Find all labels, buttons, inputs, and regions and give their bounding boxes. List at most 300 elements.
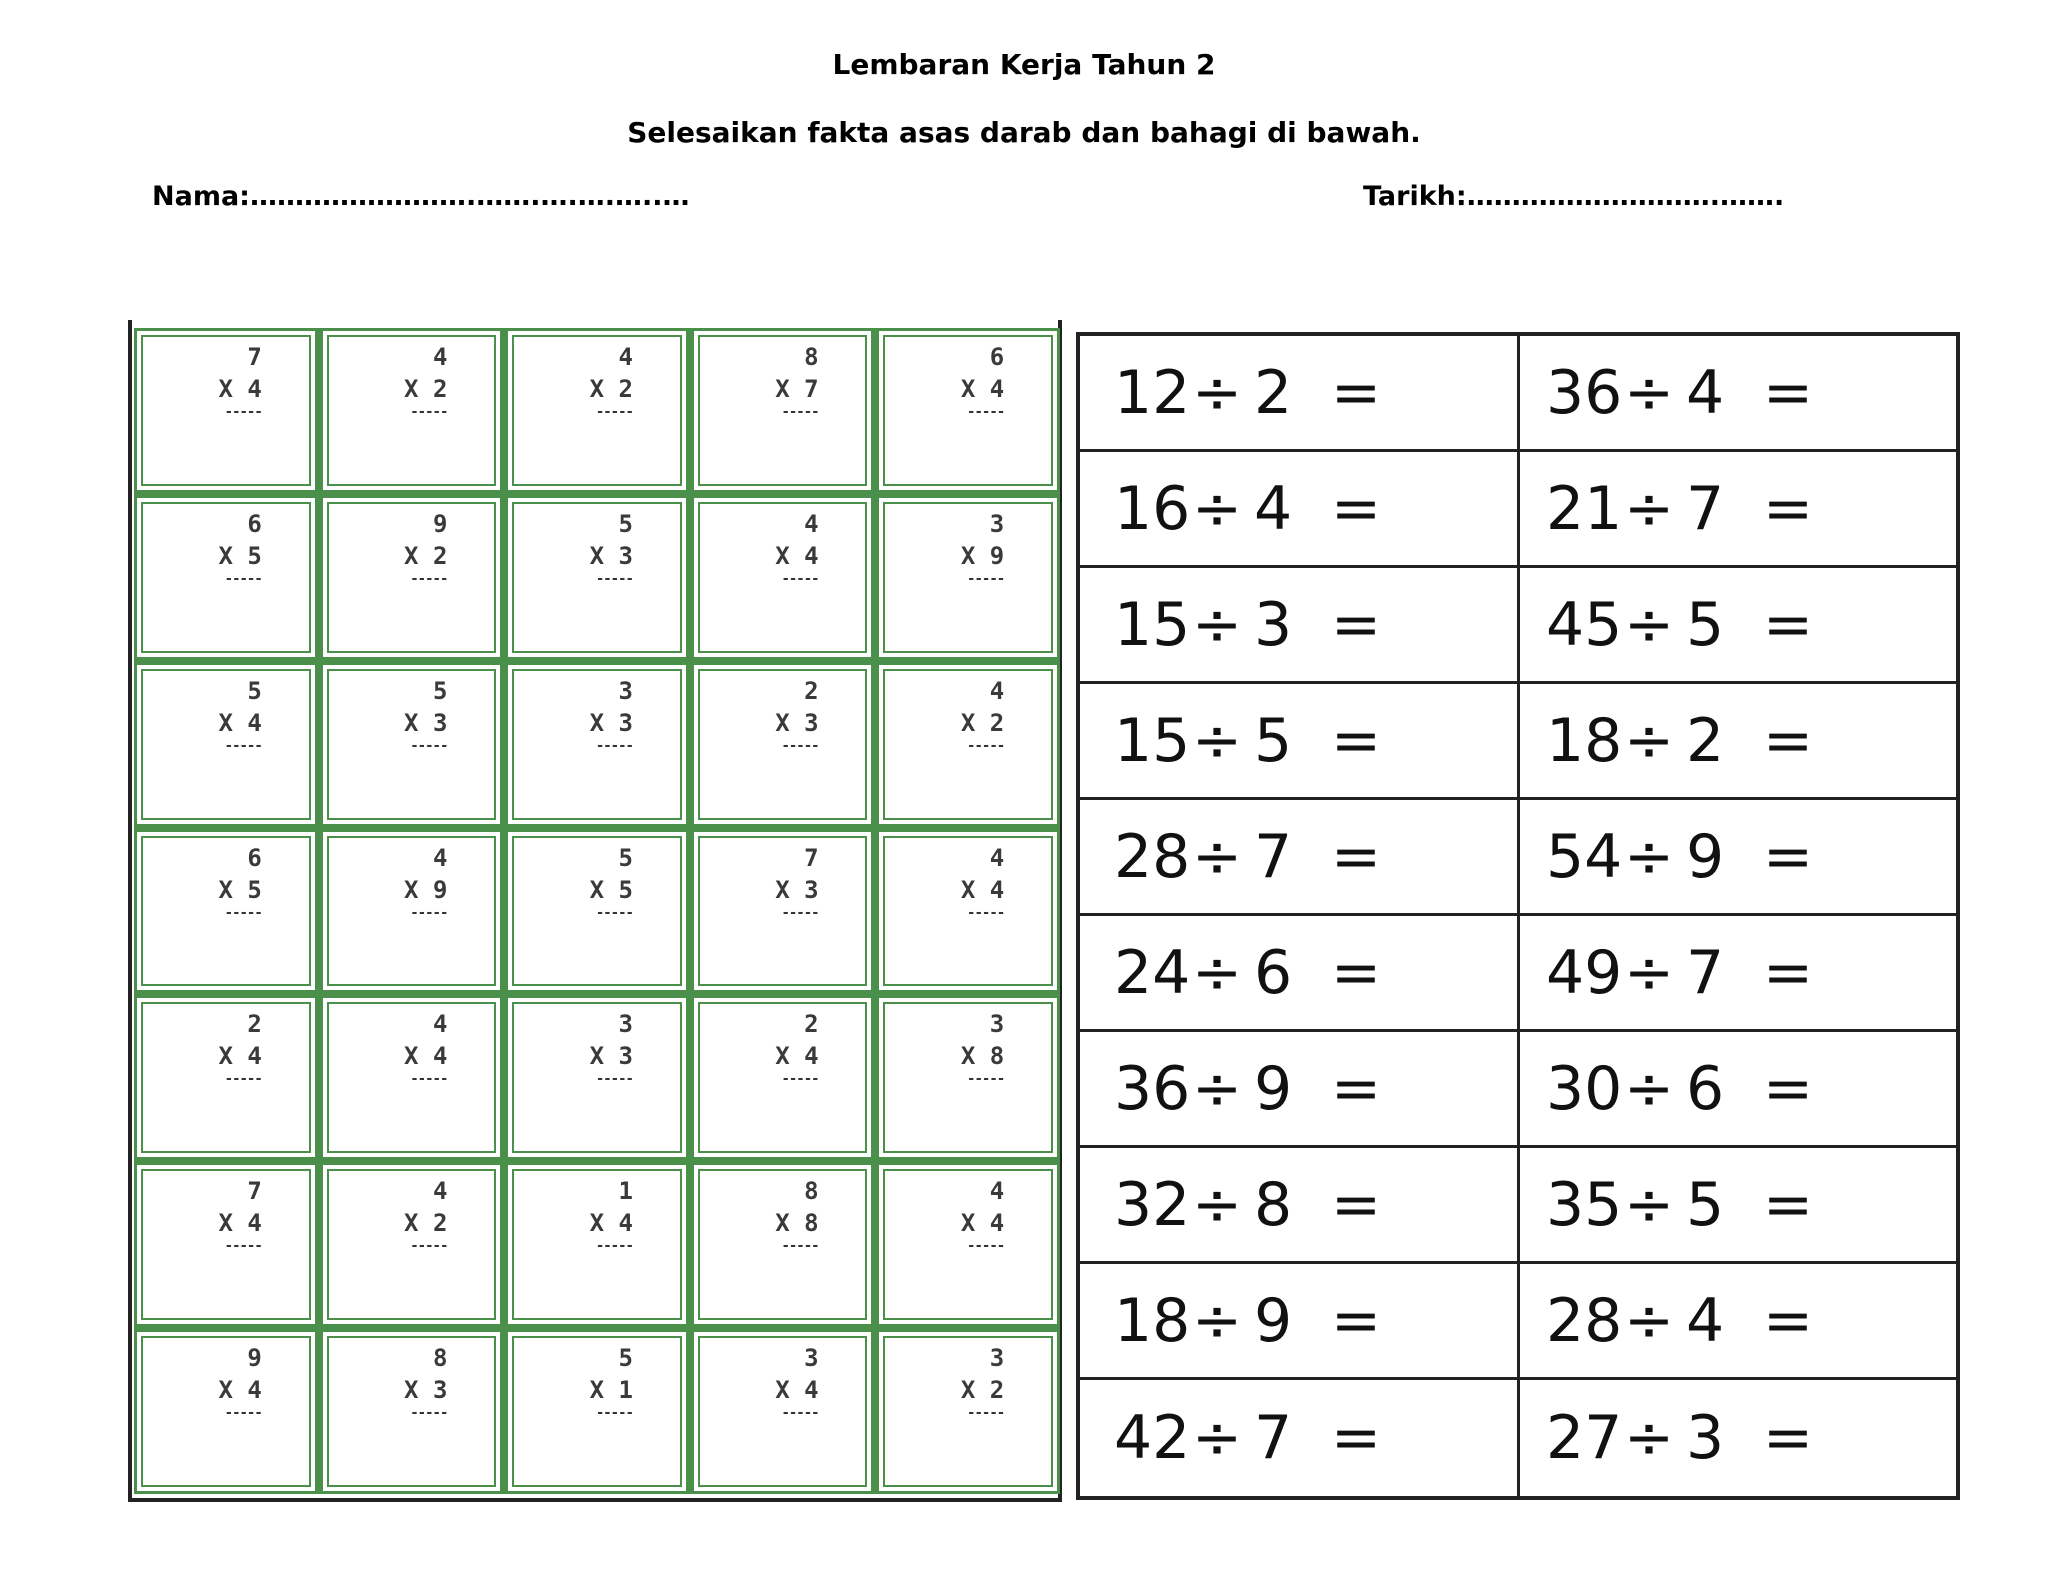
multiplication-cell (320, 995, 504, 1160)
multiply-sign: X (218, 1376, 233, 1405)
division-cell (1520, 452, 1956, 568)
dividend: 28 (1114, 821, 1191, 892)
divide-sign: ÷ (1623, 937, 1675, 1008)
multiplier-row (932, 1374, 1004, 1406)
equals-sign: = (1330, 821, 1382, 892)
division-cell (1080, 1032, 1520, 1148)
division-cell (1520, 916, 1956, 1032)
multiplication-problem (747, 508, 819, 657)
multiplicand: 3 (804, 1344, 819, 1373)
dividend: 18 (1114, 1285, 1191, 1356)
multiplier-row (375, 874, 447, 906)
multiply-sign: X (960, 541, 976, 570)
multiplication-problem (190, 842, 262, 991)
multiplication-problem (561, 1008, 633, 1157)
multiplier-row (561, 540, 633, 572)
multiplication-cell (505, 1162, 689, 1327)
multiplicand: 5 (247, 676, 262, 705)
multiplier-row (561, 707, 633, 739)
multiplication-cell (876, 1162, 1060, 1327)
multiplication-cell (320, 495, 504, 660)
multiplier: 3 (618, 708, 633, 737)
multiplier: 4 (989, 875, 1005, 904)
multiplier-row (375, 1207, 447, 1239)
division-cell (1080, 916, 1520, 1032)
answer-line: ----- (410, 404, 448, 420)
multiply-sign: X (589, 375, 605, 403)
multiplier-row (747, 874, 819, 906)
division-cell (1520, 568, 1956, 684)
multiply-sign: X (404, 541, 419, 570)
answer-line: ----- (967, 404, 1005, 420)
dividend: 21 (1546, 473, 1623, 544)
equals-sign: = (1762, 473, 1814, 544)
multiplier: 4 (804, 1042, 819, 1071)
multiply-sign: X (775, 1376, 790, 1405)
dividend: 16 (1114, 473, 1191, 544)
answer-line: ----- (595, 404, 633, 420)
multiplication-cell (505, 662, 689, 827)
multiplier-row (190, 1207, 262, 1239)
equals-sign: = (1762, 1403, 1814, 1473)
multiply-sign: X (960, 1209, 976, 1238)
answer-line: ----- (781, 904, 819, 921)
multiplicand: 9 (432, 509, 448, 538)
answer-line: ----- (224, 404, 262, 420)
multiplication-problem (561, 675, 633, 824)
multiplication-problem (932, 675, 1004, 824)
multiply-sign: X (960, 875, 976, 904)
multiplier: 4 (247, 708, 262, 737)
multiplication-cell (876, 829, 1060, 994)
multiplication-problem (747, 1175, 819, 1324)
answer-line: ----- (410, 1071, 448, 1088)
answer-line: ----- (595, 904, 633, 921)
multiply-sign: X (775, 1209, 790, 1238)
multiplicand: 4 (618, 343, 633, 371)
multiplicand: 8 (432, 1344, 448, 1373)
multiplicand: 5 (618, 843, 633, 872)
multiplication-problem (190, 675, 262, 824)
multiply-sign: X (218, 1209, 233, 1238)
division-cell (1080, 568, 1520, 684)
divide-sign: ÷ (1623, 705, 1675, 776)
multiplicand: 5 (618, 1344, 633, 1373)
divisor: 5 (1254, 705, 1293, 776)
multiplication-problem (375, 508, 447, 657)
divide-sign: ÷ (1623, 1285, 1675, 1356)
multiply-sign: X (218, 1042, 233, 1071)
multiplier-row (932, 1207, 1004, 1239)
multiply-sign: X (404, 1376, 419, 1405)
divide-sign: ÷ (1191, 821, 1243, 892)
multiplier: 2 (432, 375, 448, 403)
multiplier: 4 (989, 375, 1005, 403)
multiplier-row (190, 707, 262, 739)
multiplication-cell (691, 995, 875, 1160)
dividend: 18 (1546, 705, 1623, 776)
multiplication-problem (747, 1008, 819, 1157)
multiplier: 1 (618, 1376, 633, 1405)
multiply-sign: X (404, 708, 419, 737)
dividend: 42 (1114, 1403, 1191, 1473)
multiplier: 8 (989, 1042, 1005, 1071)
multiplicand: 4 (989, 1177, 1005, 1206)
multiplication-cell (134, 995, 318, 1160)
divide-sign: ÷ (1623, 821, 1675, 892)
dividend: 54 (1546, 821, 1623, 892)
divide-sign: ÷ (1191, 1403, 1243, 1473)
divide-sign: ÷ (1191, 705, 1243, 776)
multiply-sign: X (589, 875, 605, 904)
divide-sign: ÷ (1623, 473, 1675, 544)
multiplication-problem (561, 1175, 633, 1324)
multiplier-row (375, 707, 447, 739)
equals-sign: = (1762, 1169, 1814, 1240)
multiplier-row (375, 540, 447, 572)
multiplicand: 4 (989, 843, 1005, 872)
multiplication-problem (561, 508, 633, 657)
multiply-sign: X (775, 375, 790, 403)
divisor: 7 (1686, 937, 1725, 1008)
divisor: 4 (1254, 473, 1293, 544)
multiplication-cell (876, 328, 1060, 493)
multiplier: 4 (247, 1376, 262, 1405)
answer-line: ----- (595, 1071, 633, 1088)
dividend: 35 (1546, 1169, 1623, 1240)
division-cell (1520, 336, 1956, 452)
answer-line: ----- (595, 1238, 633, 1255)
equals-sign: = (1330, 705, 1382, 776)
division-cell (1520, 1380, 1956, 1496)
multiplier: 4 (618, 1209, 633, 1238)
division-cell (1080, 452, 1520, 568)
multiplicand: 7 (804, 843, 819, 872)
multiplication-problem (561, 842, 633, 991)
equals-sign: = (1330, 589, 1382, 660)
multiplier-row (747, 373, 819, 405)
multiplier: 9 (989, 541, 1005, 570)
multiplier: 4 (804, 1376, 819, 1405)
answer-line: ----- (595, 570, 633, 587)
multiplication-problem (747, 1342, 819, 1491)
multiplier: 2 (989, 1376, 1005, 1405)
multiplication-problem (932, 1175, 1004, 1324)
multiply-sign: X (775, 541, 790, 570)
multiplication-cell (505, 829, 689, 994)
multiplicand: 3 (618, 1010, 633, 1039)
multiplier-row (190, 874, 262, 906)
dividend: 24 (1114, 937, 1191, 1008)
multiplication-problem (932, 341, 1004, 490)
equals-sign: = (1330, 1169, 1382, 1240)
multiplication-cell (134, 829, 318, 994)
division-table (1076, 332, 1960, 1500)
answer-line: ----- (967, 1238, 1005, 1255)
divide-sign: ÷ (1623, 1053, 1675, 1124)
answer-line: ----- (410, 1238, 448, 1255)
divide-sign: ÷ (1191, 1285, 1243, 1356)
divisor: 6 (1686, 1053, 1725, 1124)
divide-sign: ÷ (1191, 937, 1243, 1008)
multiplier-row (190, 1374, 262, 1406)
division-cell (1520, 1032, 1956, 1148)
multiplier-row (747, 1207, 819, 1239)
multiplication-problem (932, 1342, 1004, 1491)
divisor: 2 (1254, 357, 1293, 428)
multiplier-row (190, 540, 262, 572)
multiplier-row (190, 373, 262, 405)
divide-sign: ÷ (1623, 1403, 1675, 1473)
multiplicand: 3 (989, 509, 1005, 538)
answer-line: ----- (781, 404, 819, 420)
multiplier: 3 (618, 1042, 633, 1071)
multiplication-cell (320, 328, 504, 493)
divide-sign: ÷ (1191, 589, 1243, 660)
multiply-sign: X (589, 1209, 605, 1238)
multiplication-panel (128, 320, 1062, 1502)
multiplication-cell (876, 662, 1060, 827)
multiplier-row (375, 1374, 447, 1406)
divisor: 8 (1254, 1169, 1293, 1240)
multiplication-problem (190, 1175, 262, 1324)
multiplicand: 7 (247, 343, 262, 371)
equals-sign: = (1762, 1053, 1814, 1124)
multiplier: 8 (804, 1209, 819, 1238)
multiplier: 2 (618, 375, 633, 403)
multiplier-row (375, 1040, 447, 1072)
multiplication-problem (932, 1008, 1004, 1157)
divisor: 3 (1686, 1403, 1725, 1473)
answer-line: ----- (781, 1238, 819, 1255)
multiply-sign: X (404, 375, 419, 403)
multiplication-problem (932, 842, 1004, 991)
multiply-sign: X (960, 1376, 976, 1405)
multiplication-cell (134, 495, 318, 660)
equals-sign: = (1762, 1285, 1814, 1356)
multiplicand: 3 (989, 1344, 1005, 1373)
multiplication-problem (190, 1008, 262, 1157)
multiply-sign: X (218, 375, 233, 403)
divisor: 7 (1686, 473, 1725, 544)
multiplier-row (932, 707, 1004, 739)
multiplication-cell (691, 662, 875, 827)
multiplication-problem (747, 675, 819, 824)
multiply-sign: X (404, 1042, 419, 1071)
divisor: 5 (1686, 589, 1725, 660)
multiplier: 3 (432, 1376, 448, 1405)
divide-sign: ÷ (1191, 357, 1243, 428)
multiplication-cell (691, 1162, 875, 1327)
answer-line: ----- (781, 1071, 819, 1088)
answer-line: ----- (967, 737, 1005, 754)
multiplication-cell (691, 495, 875, 660)
answer-line: ----- (410, 737, 448, 754)
dividend: 36 (1546, 357, 1623, 428)
divide-sign: ÷ (1623, 589, 1675, 660)
equals-sign: = (1330, 1285, 1382, 1356)
division-cell (1080, 684, 1520, 800)
equals-sign: = (1762, 937, 1814, 1008)
multiplier: 3 (618, 541, 633, 570)
answer-line: ----- (781, 737, 819, 754)
answer-line: ----- (967, 1071, 1005, 1088)
multiplier-row (747, 1040, 819, 1072)
multiplier-row (561, 874, 633, 906)
multiplication-cell (134, 1329, 318, 1494)
answer-line: ----- (967, 1405, 1005, 1422)
answer-line: ----- (781, 1405, 819, 1422)
multiply-sign: X (960, 708, 976, 737)
dividend: 28 (1546, 1285, 1623, 1356)
division-cell (1080, 1148, 1520, 1264)
multiplier: 4 (989, 1209, 1005, 1238)
dividend: 30 (1546, 1053, 1623, 1124)
divisor: 9 (1686, 821, 1725, 892)
multiplier-row (561, 1040, 633, 1072)
multiplication-problem (375, 341, 447, 490)
multiplier: 3 (432, 708, 448, 737)
multiplier: 9 (432, 875, 448, 904)
multiplication-problem (190, 1342, 262, 1491)
multiply-sign: X (218, 708, 233, 737)
answer-line: ----- (224, 570, 262, 587)
multiplication-cell (876, 995, 1060, 1160)
multiplicand: 4 (989, 676, 1005, 705)
multiplicand: 4 (432, 1010, 448, 1039)
answer-line: ----- (410, 904, 448, 921)
dividend: 36 (1114, 1053, 1191, 1124)
answer-line: ----- (224, 904, 262, 921)
multiplier: 5 (247, 875, 262, 904)
multiplier: 2 (432, 541, 448, 570)
answer-line: ----- (595, 737, 633, 754)
multiplicand: 4 (432, 843, 448, 872)
division-cell (1520, 800, 1956, 916)
divisor: 4 (1686, 357, 1725, 428)
answer-line: ----- (224, 737, 262, 754)
equals-sign: = (1330, 357, 1382, 428)
multiplication-cell (320, 1162, 504, 1327)
multiplication-cell (505, 995, 689, 1160)
date-field: Tarikh:……………………….……. (1363, 181, 1785, 212)
multiply-sign: X (404, 1209, 419, 1238)
multiplicand: 2 (804, 676, 819, 705)
dividend: 15 (1114, 705, 1191, 776)
multiplier: 7 (804, 375, 819, 403)
multiply-sign: X (218, 541, 233, 570)
multiply-sign: X (589, 541, 605, 570)
multiply-sign: X (960, 375, 976, 403)
equals-sign: = (1330, 473, 1382, 544)
multiplication-problem (375, 1175, 447, 1324)
division-cell (1520, 1148, 1956, 1264)
multiplicand: 6 (989, 343, 1005, 371)
multiply-sign: X (589, 1376, 605, 1405)
divisor: 2 (1686, 705, 1725, 776)
answer-line: ----- (595, 1405, 633, 1422)
multiplier-row (561, 1374, 633, 1406)
multiplicand: 1 (618, 1177, 633, 1206)
multiplier: 4 (247, 1209, 262, 1238)
dividend: 12 (1114, 357, 1191, 428)
multiplicand: 5 (618, 509, 633, 538)
answer-line: ----- (410, 1405, 448, 1422)
multiplication-problem (747, 842, 819, 991)
multiplication-problem (375, 675, 447, 824)
multiplier-row (747, 540, 819, 572)
answer-line: ----- (224, 1405, 262, 1422)
multiplication-cell (320, 829, 504, 994)
multiplication-cell (691, 1329, 875, 1494)
division-cell (1080, 1380, 1520, 1496)
division-cell (1080, 800, 1520, 916)
equals-sign: = (1330, 1053, 1382, 1124)
multiplication-grid (134, 328, 1060, 1494)
equals-sign: = (1762, 589, 1814, 660)
multiplication-cell (691, 829, 875, 994)
multiplicand: 7 (247, 1177, 262, 1206)
multiplication-cell (505, 328, 689, 493)
multiplier: 4 (432, 1042, 448, 1071)
multiply-sign: X (589, 1042, 605, 1071)
multiplication-cell (876, 1329, 1060, 1494)
multiplication-cell (691, 328, 875, 493)
name-field: Nama:…………………….…….….….…..… (152, 181, 690, 212)
page-title: Lembaran Kerja Tahun 2 (832, 48, 1216, 81)
multiplication-problem (375, 1008, 447, 1157)
multiplier-row (932, 874, 1004, 906)
multiplication-problem (190, 508, 262, 657)
multiplier: 3 (804, 708, 819, 737)
instruction-text: Selesaikan fakta asas darab dan bahagi di bawah. (627, 116, 1421, 149)
divide-sign: ÷ (1191, 1053, 1243, 1124)
multiplier: 2 (989, 708, 1005, 737)
divisor: 9 (1254, 1053, 1293, 1124)
multiplication-cell (134, 662, 318, 827)
multiplicand: 9 (247, 1344, 262, 1373)
dividend: 27 (1546, 1403, 1623, 1473)
answer-line: ----- (781, 570, 819, 587)
multiply-sign: X (589, 708, 605, 737)
division-cell (1520, 684, 1956, 800)
multiplicand: 4 (804, 509, 819, 538)
multiply-sign: X (218, 875, 233, 904)
answer-line: ----- (410, 570, 448, 587)
multiplier: 2 (432, 1209, 448, 1238)
multiplicand: 8 (804, 1177, 819, 1206)
divide-sign: ÷ (1191, 1169, 1243, 1240)
multiplicand: 2 (804, 1010, 819, 1039)
multiply-sign: X (775, 708, 790, 737)
division-cell (1520, 1264, 1956, 1380)
multiplication-problem (561, 1342, 633, 1491)
multiplier-row (747, 707, 819, 739)
multiplicand: 5 (432, 676, 448, 705)
divisor: 6 (1254, 937, 1293, 1008)
multiplier-row (375, 373, 447, 405)
multiplier: 4 (247, 375, 262, 403)
multiplication-problem (190, 341, 262, 490)
divisor: 3 (1254, 589, 1293, 660)
divisor: 4 (1686, 1285, 1725, 1356)
multiplicand: 8 (804, 343, 819, 371)
divisor: 9 (1254, 1285, 1293, 1356)
answer-line: ----- (224, 1071, 262, 1088)
multiplier-row (190, 1040, 262, 1072)
multiplier: 5 (618, 875, 633, 904)
equals-sign: = (1762, 357, 1814, 428)
